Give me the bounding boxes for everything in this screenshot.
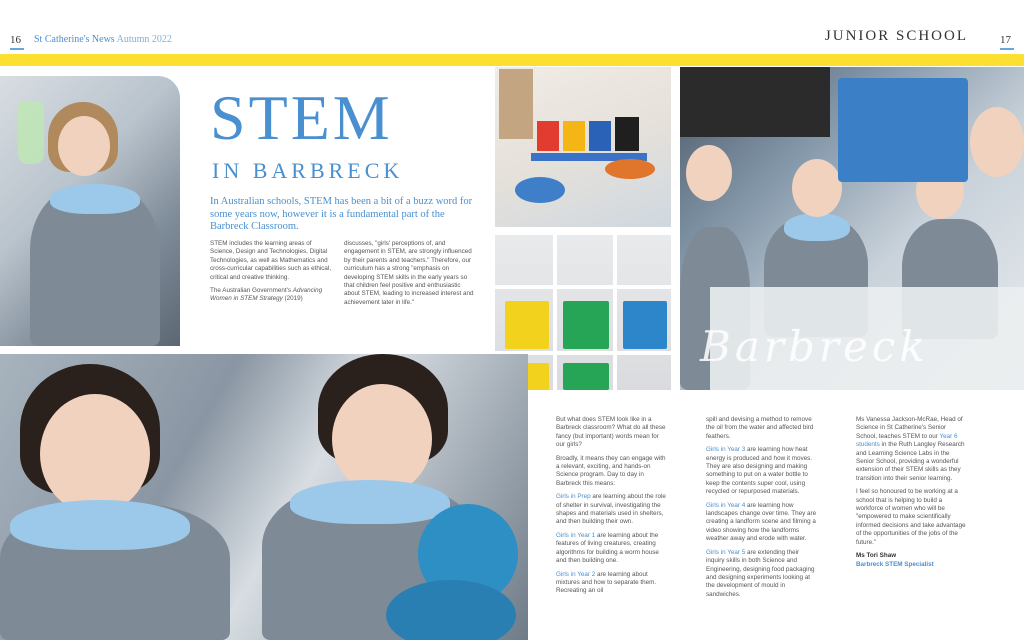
body-column-2 <box>706 416 818 604</box>
intro-col1-p1: STEM includes the learning areas of Science, Design and Technologies, Digital Technologies, as well as Mathematics and cross-curricular capabilities such as ethical, critical and creative thinking. <box>210 240 332 281</box>
page-number-rule-left <box>10 48 24 50</box>
intro-column-2 <box>344 240 476 312</box>
shelf-divider <box>613 235 617 390</box>
book <box>499 69 533 139</box>
body-c2-p2: Girls in Year 3 are learning how heat energy is produced and how it moves. They are also designing and making something to put on a water bottle to keep the contents super cool, using recycled or repurposed materials. <box>706 446 813 496</box>
test-tube <box>18 102 44 164</box>
body-c2-p1: spill and devising a method to remove the oil from the water and affected bird feathers. <box>706 416 814 440</box>
girl-face-right <box>332 384 432 494</box>
intro-col2-p1: discusses, "girls' perceptions of, and engagement in STEM, are strongly influenced by their parents and teachers." Therefore, our curriculum has a strong "emphasis on developing STEM skills in the early years so that children feel positive and enthusiastic about STEM, leading to increased interest and achievement later in life." <box>344 240 474 306</box>
article-subtitle: IN BARBRECK <box>212 158 404 183</box>
girl-collar-left <box>10 500 190 550</box>
signature-name: Ms Tori Shaw <box>856 552 897 560</box>
girl-collar-right <box>290 480 450 524</box>
body-c1-p3: Girls in Prep are learning about the role of shelter in survival, investigating the shapes and materials used in shelters, and then building their own. <box>556 493 666 526</box>
section-title: JUNIOR SCHOOL <box>824 28 968 44</box>
body-c1-p1: But what does STEM look like in a Barbreck classroom? What do all these fancy (but important) words mean for our girls? <box>556 416 666 449</box>
teacher-face <box>970 107 1024 177</box>
body-c1-p2: Broadly, it means they can engage with a relevant, exciting, and hands-on Science program. Day to day in Barbreck this means: <box>556 454 666 487</box>
girl-collar <box>50 184 140 214</box>
letter-block-m <box>615 117 639 151</box>
body-c3-p2: I feel so honoured to be working at a school that is helping to build a workforce of women who will be "empowered to make scientifically informed decisions and take advantage of the opportunities of the jobs of the future." <box>856 488 966 546</box>
body-column-1 <box>556 416 666 601</box>
page-number-rule-right <box>1000 48 1014 50</box>
toy-insect-orange <box>605 159 655 179</box>
body-c1-p5: Girls in Year 2 are learning about mixtures and how to separate them. Recreating an oil <box>556 570 657 595</box>
girl-collar-center <box>784 213 850 241</box>
body-c3-p1: Ms Vanessa Jackson-McRae, Head of Science in St Catherine's Senior School, teaches STEM to our Year 6 students in the Ruth Langley Research and Learning Science Labs in the Senior School, providing a wonderful extension of their STEM skills as they transition into their senior learning. <box>856 416 965 482</box>
intro-column-1 <box>210 240 332 309</box>
bookshelf <box>680 67 830 137</box>
letter-block-t <box>563 121 585 151</box>
publication-name <box>34 34 172 45</box>
toy-insect-blue <box>515 177 565 203</box>
body-c2-p4: Girls in Year 5 are extending their inquiry skills in both Science and Engineering, designing food packaging and designing experiments looking at the development of mould in sandwiches. <box>706 548 815 598</box>
girl-face-center <box>792 159 842 217</box>
intro-col1-p2: The Australian Government's Advancing Women in STEM Strategy (2019) <box>210 287 323 303</box>
green-bin <box>563 363 609 390</box>
photo-stem-blocks <box>495 67 671 227</box>
article-title: STEM <box>210 82 393 153</box>
article-intro: In Australian schools, STEM has been a bit of a buzz word for some years now, however it is a fundamental part of the Barbreck Classroom. <box>210 196 473 232</box>
body-c2-p3: Girls in Year 4 are learning how landscapes change over time. They are creating a landform scene and filming a video showing how the landforms weather away and erode with water. <box>706 501 817 543</box>
publication-title: St Catherine's News <box>34 34 115 45</box>
yellow-band <box>0 54 1024 66</box>
yellow-bin <box>505 301 549 349</box>
publication-season: Autumn 2022 <box>116 34 172 45</box>
photo-girls-robot <box>0 354 528 640</box>
signature-title: Barbreck STEM Specialist <box>856 560 934 568</box>
classroom-screen <box>838 78 968 182</box>
blue-bin <box>623 301 667 349</box>
letter-block-s <box>537 121 559 151</box>
green-bin <box>563 301 609 349</box>
shelf-divider <box>553 235 557 390</box>
girl-face-left <box>686 145 732 201</box>
body-column-3 <box>856 416 968 569</box>
script-caption: Barbreck <box>700 322 929 371</box>
girl-face-left <box>40 394 150 514</box>
page-number-right: 17 <box>1000 34 1011 46</box>
body-c1-p4: Girls in Year 1 are learning about the features of living creatures, creating algorithms for building a worm house and then building one. <box>556 531 659 565</box>
letter-block-e <box>589 121 611 151</box>
photo-girls-test-tube <box>0 76 180 346</box>
girl-face <box>58 116 110 176</box>
shelf-board <box>495 285 671 289</box>
page-number-left: 16 <box>10 34 21 46</box>
